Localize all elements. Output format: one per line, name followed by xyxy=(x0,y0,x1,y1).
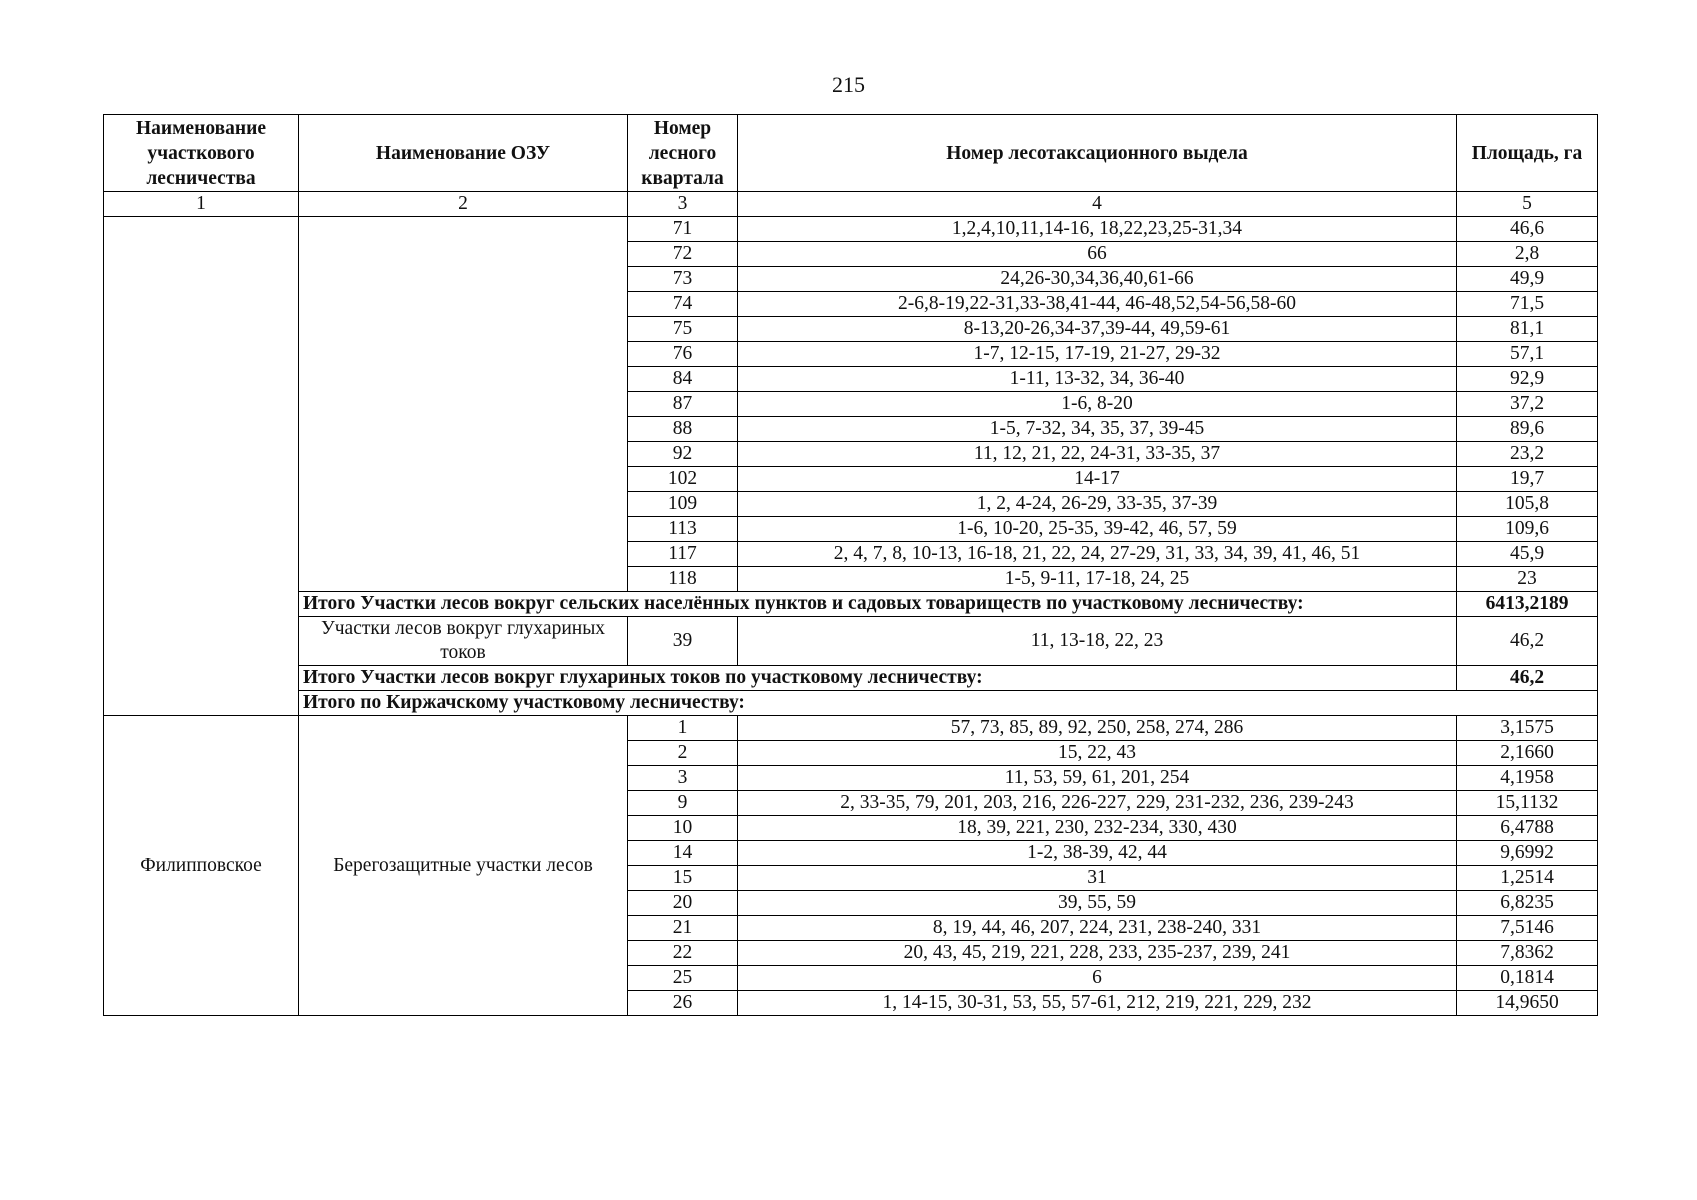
allotment-cell: 14-17 xyxy=(738,467,1457,492)
allotment-cell: 6 xyxy=(738,966,1457,991)
column-number: 3 xyxy=(628,192,738,217)
column-number: 5 xyxy=(1457,192,1598,217)
quarter-cell: 76 xyxy=(628,342,738,367)
column-number-row xyxy=(104,192,1598,217)
allotment-cell: 11, 53, 59, 61, 201, 254 xyxy=(738,766,1457,791)
quarter-cell: 87 xyxy=(628,392,738,417)
allotment-cell: 1-5, 7-32, 34, 35, 37, 39-45 xyxy=(738,417,1457,442)
quarter-cell: 25 xyxy=(628,966,738,991)
area-cell: 89,6 xyxy=(1457,417,1598,442)
ozu-cell: Берегозащитные участки лесов xyxy=(299,716,628,1016)
allotment-cell: 18, 39, 221, 230, 232-234, 330, 430 xyxy=(738,816,1457,841)
area-cell: 71,5 xyxy=(1457,292,1598,317)
allotment-cell: 1,2,4,10,11,14-16, 18,22,23,25-31,34 xyxy=(738,217,1457,242)
area-cell: 14,9650 xyxy=(1457,991,1598,1016)
quarter-cell: 3 xyxy=(628,766,738,791)
quarter-cell: 74 xyxy=(628,292,738,317)
quarter-cell: 73 xyxy=(628,267,738,292)
quarter-cell: 14 xyxy=(628,841,738,866)
allotment-cell: 1-6, 8-20 xyxy=(738,392,1457,417)
area-cell: 9,6992 xyxy=(1457,841,1598,866)
area-cell: 81,1 xyxy=(1457,317,1598,342)
table-row xyxy=(104,217,1598,242)
column-number: 2 xyxy=(299,192,628,217)
quarter-cell: 92 xyxy=(628,442,738,467)
area-cell: 92,9 xyxy=(1457,367,1598,392)
allotment-cell: 1, 2, 4-24, 26-29, 33-35, 37-39 xyxy=(738,492,1457,517)
quarter-cell: 26 xyxy=(628,991,738,1016)
allotment-cell: 1-2, 38-39, 42, 44 xyxy=(738,841,1457,866)
header-row xyxy=(104,115,1598,192)
area-cell: 37,2 xyxy=(1457,392,1598,417)
header-quarter: Номер лесного квартала xyxy=(628,115,738,192)
quarter-cell: 71 xyxy=(628,217,738,242)
subtotal-row xyxy=(104,592,1598,617)
area-cell: 6,8235 xyxy=(1457,891,1598,916)
quarter-cell: 84 xyxy=(628,367,738,392)
allotment-cell: 57, 73, 85, 89, 92, 250, 258, 274, 286 xyxy=(738,716,1457,741)
quarter-cell: 117 xyxy=(628,542,738,567)
subtotal-value: 46,2 xyxy=(1457,666,1598,691)
quarter-cell: 1 xyxy=(628,716,738,741)
allotment-cell: 20, 43, 45, 219, 221, 228, 233, 235-237, 239, 241 xyxy=(738,941,1457,966)
forestry-cell: Филипповское xyxy=(104,716,299,1016)
area-cell: 7,5146 xyxy=(1457,916,1598,941)
page-number: 215 xyxy=(832,72,865,97)
area-cell: 15,1132 xyxy=(1457,791,1598,816)
area-cell: 46,2 xyxy=(1457,617,1598,666)
allotment-cell: 11, 12, 21, 22, 24-31, 33-35, 37 xyxy=(738,442,1457,467)
total-row xyxy=(104,691,1598,716)
area-cell: 105,8 xyxy=(1457,492,1598,517)
area-cell: 46,6 xyxy=(1457,217,1598,242)
allotment-cell: 39, 55, 59 xyxy=(738,891,1457,916)
allotment-cell: 15, 22, 43 xyxy=(738,741,1457,766)
area-cell: 2,8 xyxy=(1457,242,1598,267)
area-cell: 3,1575 xyxy=(1457,716,1598,741)
area-cell: 23,2 xyxy=(1457,442,1598,467)
quarter-cell: 75 xyxy=(628,317,738,342)
area-cell: 109,6 xyxy=(1457,517,1598,542)
area-cell: 19,7 xyxy=(1457,467,1598,492)
column-number: 1 xyxy=(104,192,299,217)
quarter-cell: 10 xyxy=(628,816,738,841)
quarter-cell: 15 xyxy=(628,866,738,891)
subtotal-label: Итого Участки лесов вокруг глухариных токов по участковому лесничеству: xyxy=(299,666,1457,691)
allotment-cell: 2-6,8-19,22-31,33-38,41-44, 46-48,52,54-56,58-60 xyxy=(738,292,1457,317)
total-label: Итого по Киржачскому участковому лесничеству: xyxy=(299,691,1598,716)
quarter-cell: 109 xyxy=(628,492,738,517)
allotment-cell: 31 xyxy=(738,866,1457,891)
area-cell: 0,1814 xyxy=(1457,966,1598,991)
forest-areas-table xyxy=(103,114,1598,1016)
allotment-cell: 1-7, 12-15, 17-19, 21-27, 29-32 xyxy=(738,342,1457,367)
allotment-cell: 11, 13-18, 22, 23 xyxy=(738,617,1457,666)
quarter-cell: 22 xyxy=(628,941,738,966)
subtotal-row xyxy=(104,666,1598,691)
area-cell: 23 xyxy=(1457,567,1598,592)
quarter-cell: 88 xyxy=(628,417,738,442)
allotment-cell: 24,26-30,34,36,40,61-66 xyxy=(738,267,1457,292)
quarter-cell: 2 xyxy=(628,741,738,766)
ozu-cell-empty xyxy=(299,217,628,592)
subtotal-value: 6413,2189 xyxy=(1457,592,1598,617)
subtotal-label: Итого Участки лесов вокруг сельских населённых пунктов и садовых товариществ по участковому лесничеству: xyxy=(299,592,1457,617)
quarter-cell: 113 xyxy=(628,517,738,542)
quarter-cell: 118 xyxy=(628,567,738,592)
allotment-cell: 1, 14-15, 30-31, 53, 55, 57-61, 212, 219, 221, 229, 232 xyxy=(738,991,1457,1016)
forestry-cell-empty xyxy=(104,217,299,716)
area-cell: 49,9 xyxy=(1457,267,1598,292)
allotment-cell: 1-5, 9-11, 17-18, 24, 25 xyxy=(738,567,1457,592)
allotment-cell: 1-11, 13-32, 34, 36-40 xyxy=(738,367,1457,392)
area-cell: 2,1660 xyxy=(1457,741,1598,766)
area-cell: 6,4788 xyxy=(1457,816,1598,841)
quarter-cell: 20 xyxy=(628,891,738,916)
allotment-cell: 66 xyxy=(738,242,1457,267)
header-allotment: Номер лесотаксационного выдела xyxy=(738,115,1457,192)
area-cell: 45,9 xyxy=(1457,542,1598,567)
table-row xyxy=(104,716,1598,741)
quarter-cell: 39 xyxy=(628,617,738,666)
area-cell: 57,1 xyxy=(1457,342,1598,367)
ozu-cell: Участки лесов вокруг глухариных токов xyxy=(299,617,628,666)
area-cell: 4,1958 xyxy=(1457,766,1598,791)
quarter-cell: 9 xyxy=(628,791,738,816)
quarter-cell: 21 xyxy=(628,916,738,941)
quarter-cell: 102 xyxy=(628,467,738,492)
allotment-cell: 1-6, 10-20, 25-35, 39-42, 46, 57, 59 xyxy=(738,517,1457,542)
quarter-cell: 72 xyxy=(628,242,738,267)
allotment-cell: 2, 33-35, 79, 201, 203, 216, 226-227, 229, 231-232, 236, 239-243 xyxy=(738,791,1457,816)
header-forestry: Наименование участкового лесничества xyxy=(104,115,299,192)
header-ozu: Наименование ОЗУ xyxy=(299,115,628,192)
allotment-cell: 2, 4, 7, 8, 10-13, 16-18, 21, 22, 24, 27-29, 31, 33, 34, 39, 41, 46, 51 xyxy=(738,542,1457,567)
table-row xyxy=(104,617,1598,666)
area-cell: 1,2514 xyxy=(1457,866,1598,891)
header-area: Площадь, га xyxy=(1457,115,1598,192)
column-number: 4 xyxy=(738,192,1457,217)
area-cell: 7,8362 xyxy=(1457,941,1598,966)
allotment-cell: 8-13,20-26,34-37,39-44, 49,59-61 xyxy=(738,317,1457,342)
allotment-cell: 8, 19, 44, 46, 207, 224, 231, 238-240, 331 xyxy=(738,916,1457,941)
